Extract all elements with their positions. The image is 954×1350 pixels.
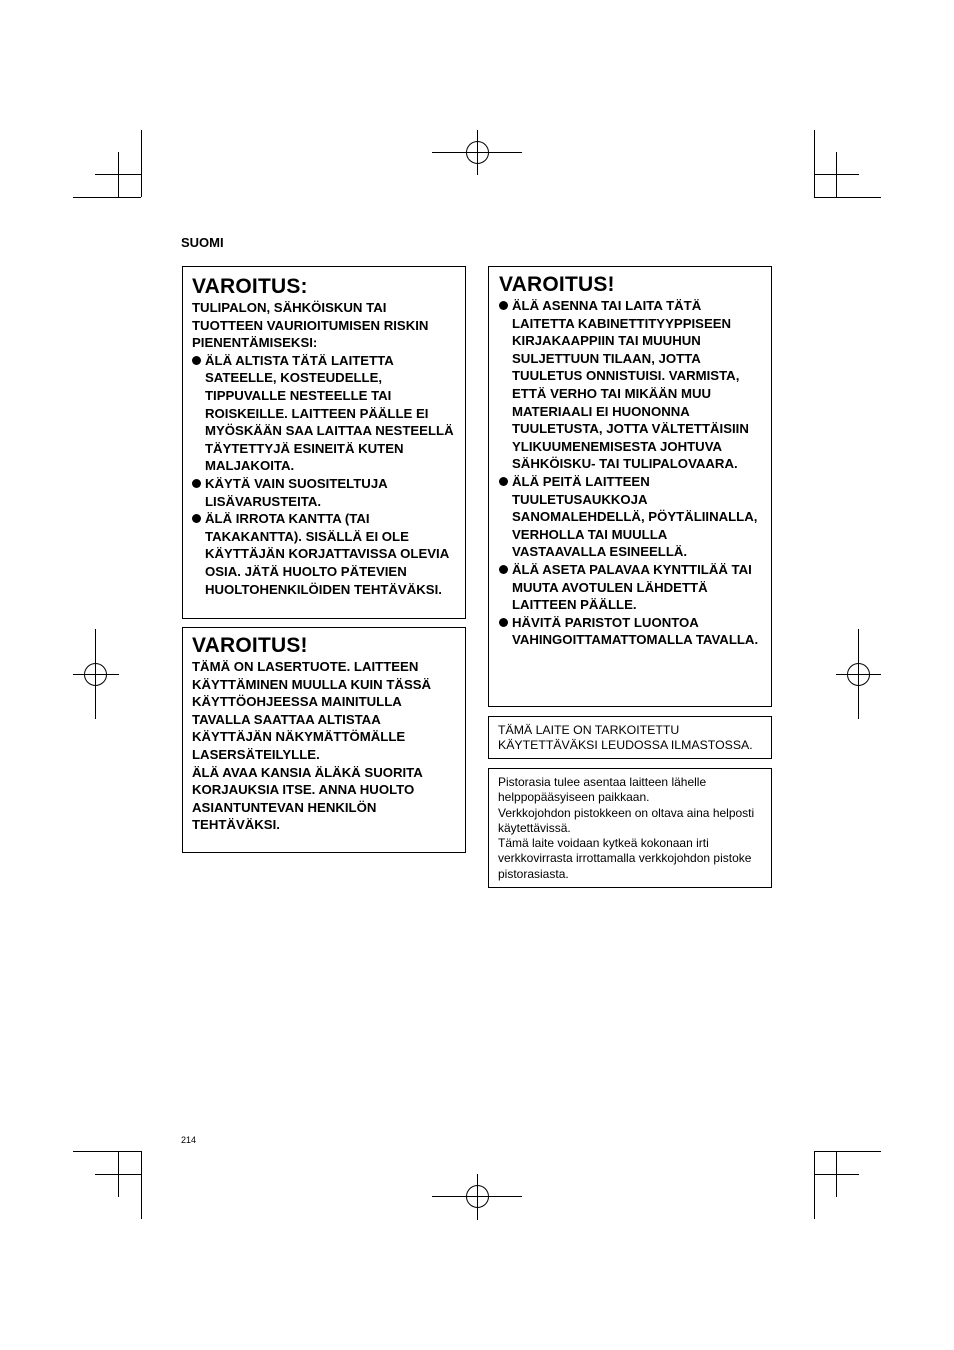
bullet-icon bbox=[192, 514, 201, 523]
warning-item: KÄYTÄ VAIN SUOSITELTUJA LISÄVARUSTEITA. bbox=[192, 475, 457, 510]
bullet-icon bbox=[499, 565, 508, 574]
warning-box-ventilation bbox=[488, 266, 772, 707]
warning-item: ÄLÄ ALTISTA TÄTÄ LAITETTA SATEELLE, KOSTEUDELLE, TIPPUVALLE NESTEELLE TAI ROISKEILLE. LAITTEEN PÄÄLLE EI MYÖSKÄÄN SAA LAITTAA NESTEELLÄ TÄYTETTYJÄ ESINEITÄ KUTEN MALJAKOITA. bbox=[192, 352, 457, 475]
warning-item: ÄLÄ PEITÄ LAITTEEN TUULETUSAUKKOJA SANOMALEHDELLÄ, PÖYTÄLIINALLA, VERHOLLA TAI MUULLA VASTAAVALLA ESINEELLÄ. bbox=[499, 473, 763, 561]
climate-notice-line: KÄYTETTÄVÄKSI LEUDOSSA ILMASTOSSA. bbox=[498, 738, 753, 753]
warning-item: ÄLÄ ASETA PALAVAA KYNTTILÄÄ TAI MUUTA AVOTULEN LÄHDETTÄ LAITTEEN PÄÄLLE. bbox=[499, 561, 763, 614]
bullet-icon bbox=[192, 479, 201, 488]
language-label: SUOMI bbox=[181, 235, 224, 250]
warning-list bbox=[499, 297, 763, 649]
power-outlet-notice bbox=[488, 768, 772, 888]
warning-intro: TULIPALON, SÄHKÖISKUN TAI TUOTTEEN VAURIOITUMISEN RISKIN PIENENTÄMISEKSI: bbox=[192, 300, 429, 351]
climate-notice-line: TÄMÄ LAITE ON TARKOITETTU bbox=[498, 723, 680, 737]
warning-heading: VAROITUS! bbox=[192, 634, 308, 657]
climate-notice bbox=[488, 716, 772, 759]
bullet-icon bbox=[499, 477, 508, 486]
warning-item: ÄLÄ ASENNA TAI LAITA TÄTÄ LAITETTA KABINETTITYYPPISEEN KIRJAKAAPPIIN TAI MUUHUN SULJETTUUN TILAAN, JOTTA TUULETUS ONNISTUISI. VARMISTA, ETTÄ VERHO TAI MIKÄÄN MUU MATERIAALI EI HUONONNA TUULETUSTA, JOTTA VÄLTETTÄISIIN YLIKUUMENEMISESTA JOHTUVA SÄHKÖISKU- TAI TULIPALOVAARA. bbox=[499, 297, 763, 473]
bullet-icon bbox=[192, 356, 201, 365]
warning-item: ÄLÄ IRROTA KANTTA (TAI TAKAKANTTA). SISÄLLÄ EI OLE KÄYTTÄJÄN KORJATTAVISSA OLEVIA OSIA. JÄTÄ HUOLTO PÄTEVIEN HUOLTOHENKILÖIDEN TEHTÄVÄKSI. bbox=[192, 510, 457, 598]
warning-box-fire-shock bbox=[182, 266, 466, 619]
warning-item: HÄVITÄ PARISTOT LUONTOA VAHINGOITTAMATTOMALLA TAVALLA. bbox=[499, 614, 763, 649]
bullet-icon bbox=[499, 301, 508, 310]
outlet-notice-paragraph: Verkkojohdon pistokkeen on oltava aina helposti käytettävissä. bbox=[498, 805, 755, 835]
bullet-icon bbox=[499, 618, 508, 627]
page-number: 214 bbox=[181, 1135, 197, 1145]
warning-box-laser bbox=[182, 627, 466, 853]
outlet-notice-paragraph: Pistorasia tulee asentaa laitteen lähelle helppopääsyiseen paikkaan. bbox=[498, 775, 707, 805]
warning-heading: VAROITUS! bbox=[499, 273, 615, 296]
service-warning-text: ÄLÄ AVAA KANSIA ÄLÄKÄ SUORITA KORJAUKSIA ITSE. ANNA HUOLTO ASIANTUNTEVAN HENKILÖN TEHTÄVÄKSI. bbox=[192, 764, 423, 833]
laser-warning-text: TÄMÄ ON LASERTUOTE. LAITTEEN KÄYTTÄMINEN MUULLA KUIN TÄSSÄ KÄYTTÖOHJEESSA MAINITULLA TAVALLA SAATTAA ALTISTAA KÄYTTÄJÄN NÄKYMÄTTÖMÄLLE LASERSÄTEILYLLE. bbox=[192, 659, 432, 762]
outlet-notice-paragraph: Tämä laite voidaan kytkeä kokonaan irti verkkovirrasta irrottamalla verkkojohdon pistoke pistorasiasta. bbox=[498, 836, 752, 881]
warning-list bbox=[192, 352, 457, 598]
warning-heading: VAROITUS: bbox=[192, 275, 308, 298]
